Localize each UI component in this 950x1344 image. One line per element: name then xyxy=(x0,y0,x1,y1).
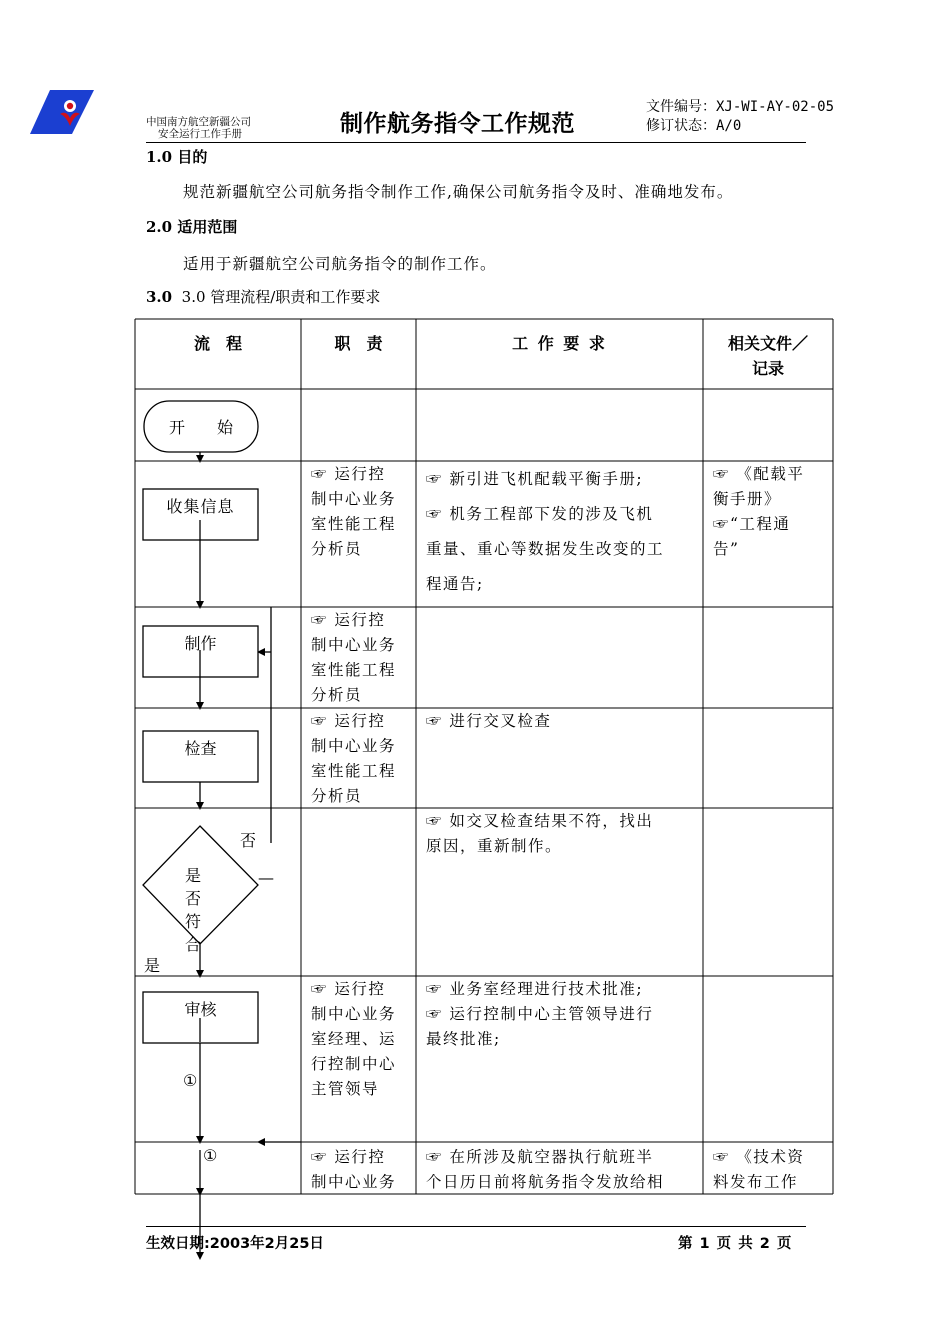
req-review xyxy=(426,977,698,1052)
section-1-text: 规范新疆航空公司航务指令制作工作,确保公司航务指令及时、准确地发布。 xyxy=(183,183,734,201)
req-line: 重量、重心等数据发生改变的工 xyxy=(426,540,665,558)
duty-collect xyxy=(311,462,411,562)
doc-line: ☞ 《配载平 xyxy=(713,465,805,483)
col-header-documents-line1: 相关文件／ xyxy=(727,334,808,353)
duty-line: 主管领导 xyxy=(311,1080,380,1098)
connector-in: ① xyxy=(203,1146,218,1165)
duty-line: 室性能工程 xyxy=(311,762,397,780)
req-line: ☞ 运行控制中心主管领导进行 xyxy=(426,1005,654,1023)
duty-line: ☞ 运行控 xyxy=(311,611,386,629)
duty-line: 制中心业务 xyxy=(311,1005,397,1023)
req-line: ☞ 在所涉及航空器执行航班半 xyxy=(426,1148,654,1166)
req-line: ☞ 进行交叉检查 xyxy=(426,712,552,730)
req-line: ☞ 新引进飞机配载平衡手册; xyxy=(426,470,644,488)
duty-line: 制中心业务 xyxy=(311,636,397,654)
decision-char-2: 否 xyxy=(184,889,201,908)
col-header-flow: 流 程 xyxy=(193,334,242,353)
req-line: 最终批准; xyxy=(426,1030,501,1048)
decision-char-1: 是 xyxy=(184,866,201,885)
duty-line: ☞ 运行控 xyxy=(311,465,386,483)
doc-line: ☞ 《技术资 xyxy=(713,1148,805,1166)
page-number: 第 1 页 共 2 页 xyxy=(678,1236,793,1252)
req-line: ☞ 如交叉检查结果不符，找出 xyxy=(426,812,654,830)
duty-line: 室性能工程 xyxy=(311,661,397,679)
footer-rule xyxy=(146,1226,806,1227)
docs-collect xyxy=(713,462,828,562)
section-1-title: 1.0 目的 xyxy=(146,148,208,166)
decision-char-4: 合 xyxy=(184,935,201,954)
section-3-label: 3.0 管理流程/职责和工作要求 xyxy=(181,288,381,306)
no-dash: — xyxy=(258,868,274,887)
duty-line: 分析员 xyxy=(311,540,363,558)
collect-label: 收集信息 xyxy=(166,497,235,516)
duty-line: ☞ 运行控 xyxy=(311,712,386,730)
connector-out: ① xyxy=(183,1071,198,1090)
make-label: 制作 xyxy=(184,634,217,653)
revision-status: 修订状态：A/0 xyxy=(646,118,742,134)
duty-line: 室经理、运 xyxy=(311,1030,397,1048)
doc-number: 文件编号：XJ-WI-AY-02-05 xyxy=(646,99,835,115)
req-decision xyxy=(426,809,698,859)
duty-issue xyxy=(311,1145,411,1195)
col-header-duty: 职 责 xyxy=(334,334,383,353)
req-line: ☞ 业务室经理进行技术批准; xyxy=(426,980,644,998)
no-label: 否 xyxy=(240,831,257,850)
docs-issue xyxy=(713,1145,828,1195)
start-label: 开 始 xyxy=(168,418,233,437)
req-collect xyxy=(426,462,698,602)
req-issue xyxy=(426,1145,698,1195)
doc-line: ☞“工程通 xyxy=(713,515,791,533)
duty-line: 制中心业务 xyxy=(311,737,397,755)
duty-line: 分析员 xyxy=(311,787,363,805)
duty-make xyxy=(311,608,411,708)
duty-line: 制中心业务 xyxy=(311,1173,397,1191)
document-title: 制作航务指令工作规范 xyxy=(340,111,575,137)
section-2-text: 适用于新疆航空公司航务指令的制作工作。 xyxy=(183,255,497,273)
doc-line: 料发布工作 xyxy=(713,1173,799,1191)
review-label: 审核 xyxy=(184,1000,217,1019)
duty-line: ☞ 运行控 xyxy=(311,1148,386,1166)
req-check xyxy=(426,709,698,734)
check-label: 检查 xyxy=(184,739,217,758)
duty-check xyxy=(311,709,411,809)
req-line: 原因，重新制作。 xyxy=(426,837,563,855)
yes-label: 是 xyxy=(144,956,161,975)
company-line2: 安全运行工作手册 xyxy=(158,128,242,140)
duty-line: 行控制中心 xyxy=(311,1055,397,1073)
col-header-documents-line2: 记录 xyxy=(751,359,784,378)
duty-line: 室性能工程 xyxy=(311,515,397,533)
section-2-title: 2.0 适用范围 xyxy=(146,218,238,236)
effective-date: 生效日期:2003年2月25日 xyxy=(146,1236,324,1252)
decision-label xyxy=(183,864,203,956)
doc-line: 告” xyxy=(713,540,740,558)
duty-line: 制中心业务 xyxy=(311,490,397,508)
req-line: 程通告; xyxy=(426,575,484,593)
section-3-title: 3.0 3.0 管理流程/职责和工作要求 xyxy=(146,288,381,306)
company-line1: 中国南方航空新疆公司 xyxy=(146,116,251,128)
duty-review xyxy=(311,977,411,1102)
req-line: 个日历日前将航务指令发放给相 xyxy=(426,1173,665,1191)
req-line: ☞ 机务工程部下发的涉及飞机 xyxy=(426,505,654,523)
duty-line: ☞ 运行控 xyxy=(311,980,386,998)
col-header-requirements: 工 作 要 求 xyxy=(512,334,607,353)
duty-line: 分析员 xyxy=(311,686,363,704)
doc-line: 衡手册》 xyxy=(713,490,782,508)
decision-char-3: 符 xyxy=(184,912,201,931)
